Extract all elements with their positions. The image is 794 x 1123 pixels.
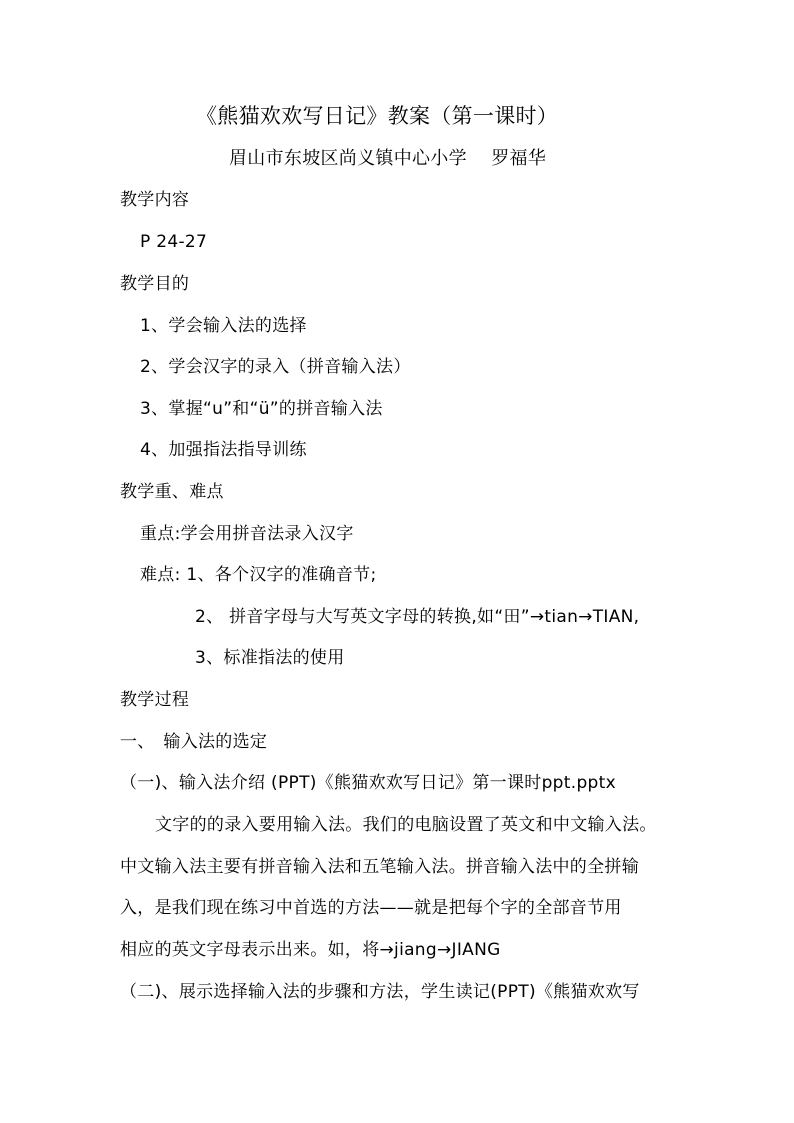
section-heading-key-points: 教学重、难点 [120, 482, 224, 502]
paragraph-line-4: 相应的英文字母表示出来。如，将→jiang→JIANG [120, 940, 501, 960]
difficulty-item-3: 3、标准指法的使用 [195, 648, 345, 668]
key-point: 重点:学会用拼音法录入汉字 [140, 524, 354, 544]
document-title: 《熊猫欢欢写日记》教案（第一课时） [196, 104, 559, 128]
process-step-1-heading: 一、 输入法的选定 [120, 732, 268, 752]
goal-item-3: 3、掌握“u”和“ü”的拼音输入法 [140, 399, 383, 419]
section-heading-content: 教学内容 [120, 190, 190, 210]
goal-item-2: 2、学会汉字的录入（拼音输入法） [140, 357, 411, 377]
content-pages: P 24-27 [140, 232, 208, 252]
process-substep-2: （二)、展示选择输入法的步骤和方法，学生读记(PPT)《熊猫欢欢写 [120, 982, 640, 1002]
document-subtitle: 眉山市东坡区尚义镇中心小学 罗福华 [229, 148, 547, 169]
paragraph-line-2: 中文输入法主要有拼音输入法和五笔输入法。拼音输入法中的全拼输 [120, 857, 639, 877]
process-substep-1: （一)、输入法介绍 (PPT)《熊猫欢欢写日记》第一课时ppt.pptx [120, 773, 616, 793]
section-heading-goals: 教学目的 [120, 274, 190, 294]
paragraph-line-1: 文字的的录入要用输入法。我们的电脑设置了英文和中文输入法。 [155, 815, 657, 835]
goal-item-1: 1、学会输入法的选择 [140, 316, 307, 336]
section-heading-process: 教学过程 [120, 690, 190, 710]
difficulty-item-1: 难点: 1、各个汉字的准确音节; [140, 565, 377, 585]
goal-item-4: 4、加强指法指导训练 [140, 440, 307, 460]
difficulty-item-2: 2、 拼音字母与大写英文字母的转换,如“田”→tian→TIAN, [195, 607, 640, 627]
paragraph-line-3: 入，是我们现在练习中首选的方法——就是把每个字的全部音节用 [120, 898, 622, 918]
